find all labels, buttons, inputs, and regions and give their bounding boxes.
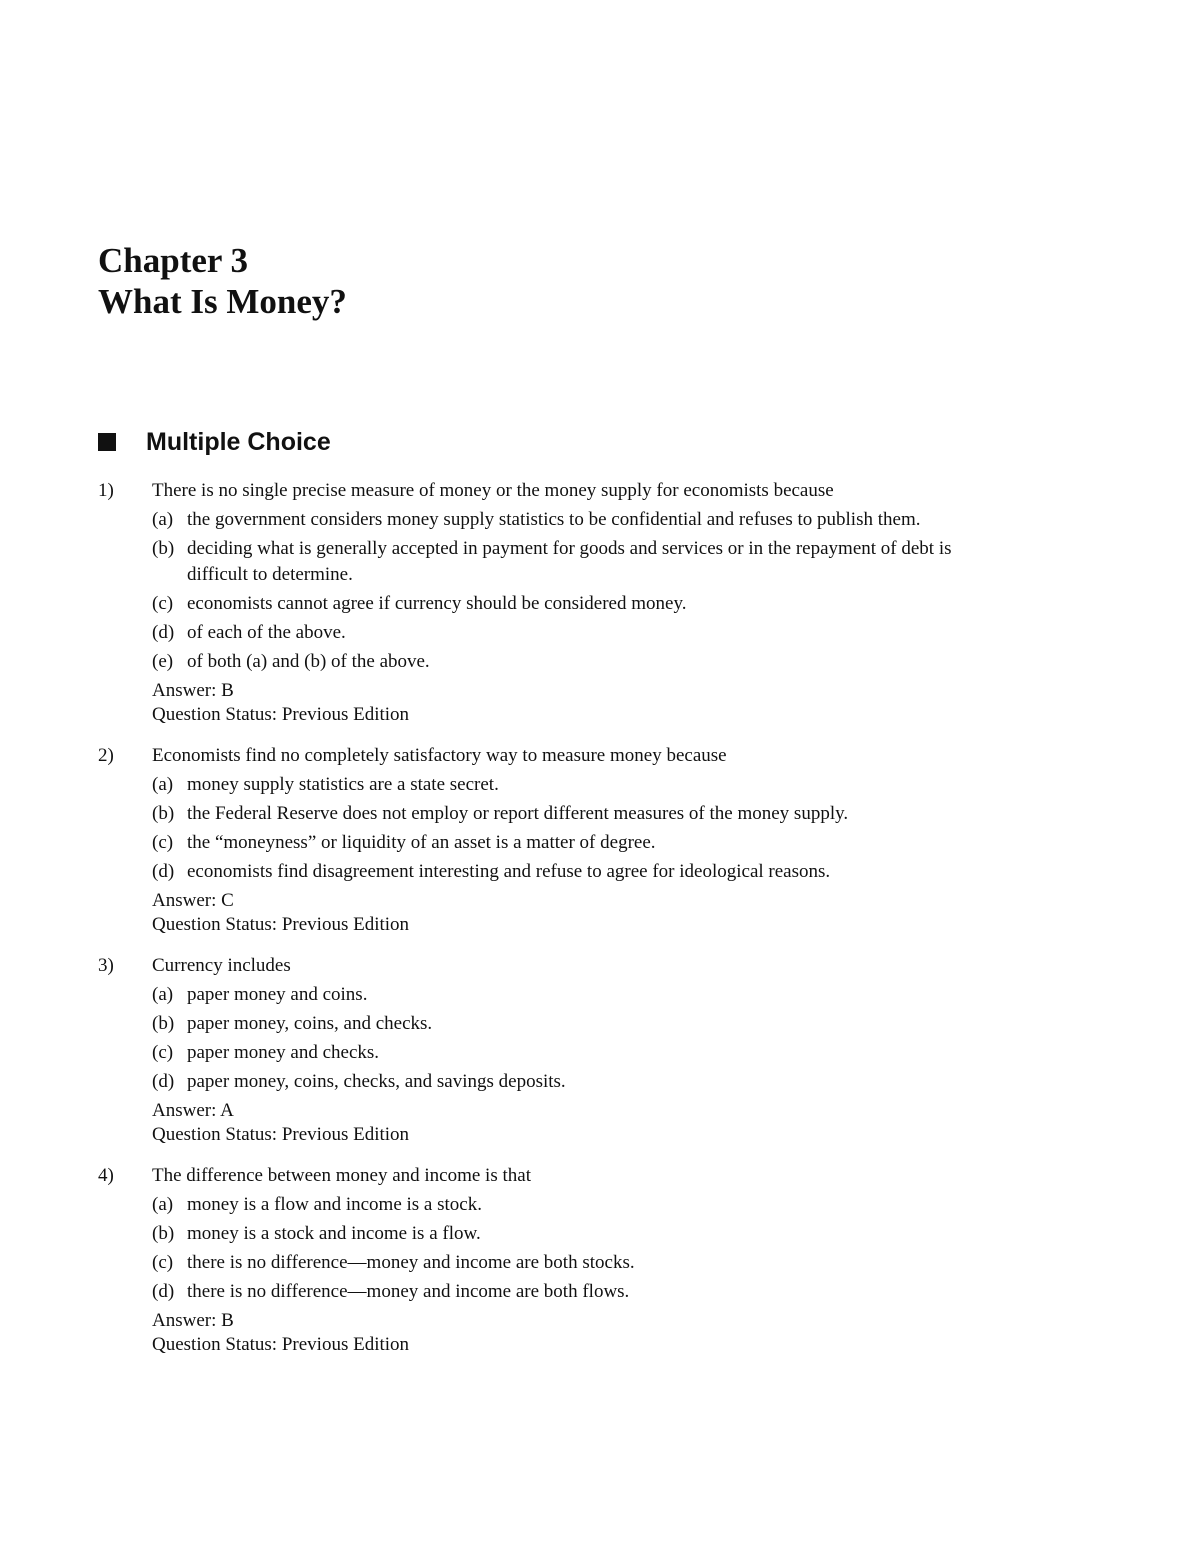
option-text: economists cannot agree if currency should be considered money.	[187, 593, 687, 614]
option-text: money is a flow and income is a stock.	[187, 1194, 482, 1215]
option-text: paper money, coins, checks, and savings deposits.	[187, 1071, 566, 1092]
option-label: (c)	[152, 1252, 174, 1273]
question-item	[98, 953, 1058, 1147]
chapter-heading	[98, 240, 347, 322]
answer-option	[152, 1250, 1058, 1276]
question-stem	[98, 478, 1058, 504]
answer-option	[152, 1221, 1058, 1247]
option-label: (c)	[152, 832, 174, 853]
answer-option	[152, 620, 1058, 646]
answer-line: Answer: A	[152, 1100, 234, 1121]
option-text: deciding what is generally accepted in payment for goods and services or in the repayment of debt is difficult to determine.	[187, 538, 952, 585]
answer-line: Answer: B	[152, 680, 234, 701]
question-text: Currency includes	[152, 955, 291, 976]
answer-option	[152, 649, 1058, 675]
question-number: 4)	[98, 1165, 114, 1186]
answer-block	[152, 679, 1058, 727]
answer-option	[152, 1011, 1058, 1037]
chapter-title: What Is Money?	[98, 282, 347, 321]
option-text: the Federal Reserve does not employ or report different measures of the money supply.	[187, 803, 849, 824]
question-text: The difference between money and income is that	[152, 1165, 531, 1186]
option-text: money supply statistics are a state secret.	[187, 774, 499, 795]
option-text: the government considers money supply statistics to be confidential and refuses to publish them.	[187, 509, 921, 530]
option-text: the “moneyness” or liquidity of an asset is a matter of degree.	[187, 832, 656, 853]
question-status: Question Status: Previous Edition	[152, 1124, 410, 1145]
question-item	[98, 478, 1058, 727]
option-text: economists find disagreement interesting and refuse to agree for ideological reasons.	[187, 861, 831, 882]
question-text: There is no single precise measure of money or the money supply for economists because	[152, 480, 834, 501]
option-label: (d)	[152, 1281, 175, 1302]
answer-option	[152, 1069, 1058, 1095]
answer-block	[152, 1099, 1058, 1147]
option-label: (a)	[152, 509, 174, 530]
option-label: (a)	[152, 1194, 174, 1215]
answer-option	[152, 591, 1058, 617]
answer-option	[152, 859, 1058, 885]
question-item	[98, 1163, 1058, 1357]
option-label: (b)	[152, 803, 175, 824]
question-number: 3)	[98, 955, 114, 976]
answer-line: Answer: C	[152, 890, 234, 911]
option-label: (d)	[152, 1071, 175, 1092]
option-list	[152, 982, 1058, 1095]
option-label: (b)	[152, 1223, 175, 1244]
answer-option	[152, 536, 1058, 588]
question-number: 1)	[98, 480, 114, 501]
square-bullet-icon	[98, 433, 116, 451]
option-list	[152, 1192, 1058, 1305]
option-text: of both (a) and (b) of the above.	[187, 651, 430, 672]
option-label: (b)	[152, 1013, 175, 1034]
option-label: (e)	[152, 651, 174, 672]
option-label: (c)	[152, 1042, 174, 1063]
answer-option	[152, 1192, 1058, 1218]
option-list	[152, 772, 1058, 885]
option-label: (a)	[152, 774, 174, 795]
option-list	[152, 507, 1058, 675]
chapter-number: Chapter 3	[98, 241, 249, 280]
question-stem	[98, 1163, 1058, 1189]
option-label: (a)	[152, 984, 174, 1005]
question-status: Question Status: Previous Edition	[152, 704, 410, 725]
answer-option	[152, 772, 1058, 798]
question-status: Question Status: Previous Edition	[152, 1334, 410, 1355]
section-title: Multiple Choice	[146, 428, 331, 456]
answer-option	[152, 1040, 1058, 1066]
option-text: there is no difference—money and income are both flows.	[187, 1281, 630, 1302]
section-heading	[98, 426, 331, 458]
question-text: Economists find no completely satisfactory way to measure money because	[152, 745, 727, 766]
question-status: Question Status: Previous Edition	[152, 914, 410, 935]
option-label: (d)	[152, 622, 175, 643]
option-text: there is no difference—money and income are both stocks.	[187, 1252, 635, 1273]
option-label: (b)	[152, 538, 175, 559]
option-label: (c)	[152, 593, 174, 614]
question-stem	[98, 743, 1058, 769]
option-text: of each of the above.	[187, 622, 346, 643]
answer-option	[152, 507, 1058, 533]
option-text: paper money and coins.	[187, 984, 368, 1005]
option-label: (d)	[152, 861, 175, 882]
option-text: money is a stock and income is a flow.	[187, 1223, 481, 1244]
question-list	[98, 478, 1058, 1373]
answer-block	[152, 1309, 1058, 1357]
answer-option	[152, 830, 1058, 856]
answer-option	[152, 1279, 1058, 1305]
answer-option	[152, 982, 1058, 1008]
answer-block	[152, 889, 1058, 937]
option-text: paper money, coins, and checks.	[187, 1013, 433, 1034]
answer-option	[152, 801, 1058, 827]
answer-line: Answer: B	[152, 1310, 234, 1331]
question-item	[98, 743, 1058, 937]
option-text: paper money and checks.	[187, 1042, 380, 1063]
question-number: 2)	[98, 745, 114, 766]
question-stem	[98, 953, 1058, 979]
